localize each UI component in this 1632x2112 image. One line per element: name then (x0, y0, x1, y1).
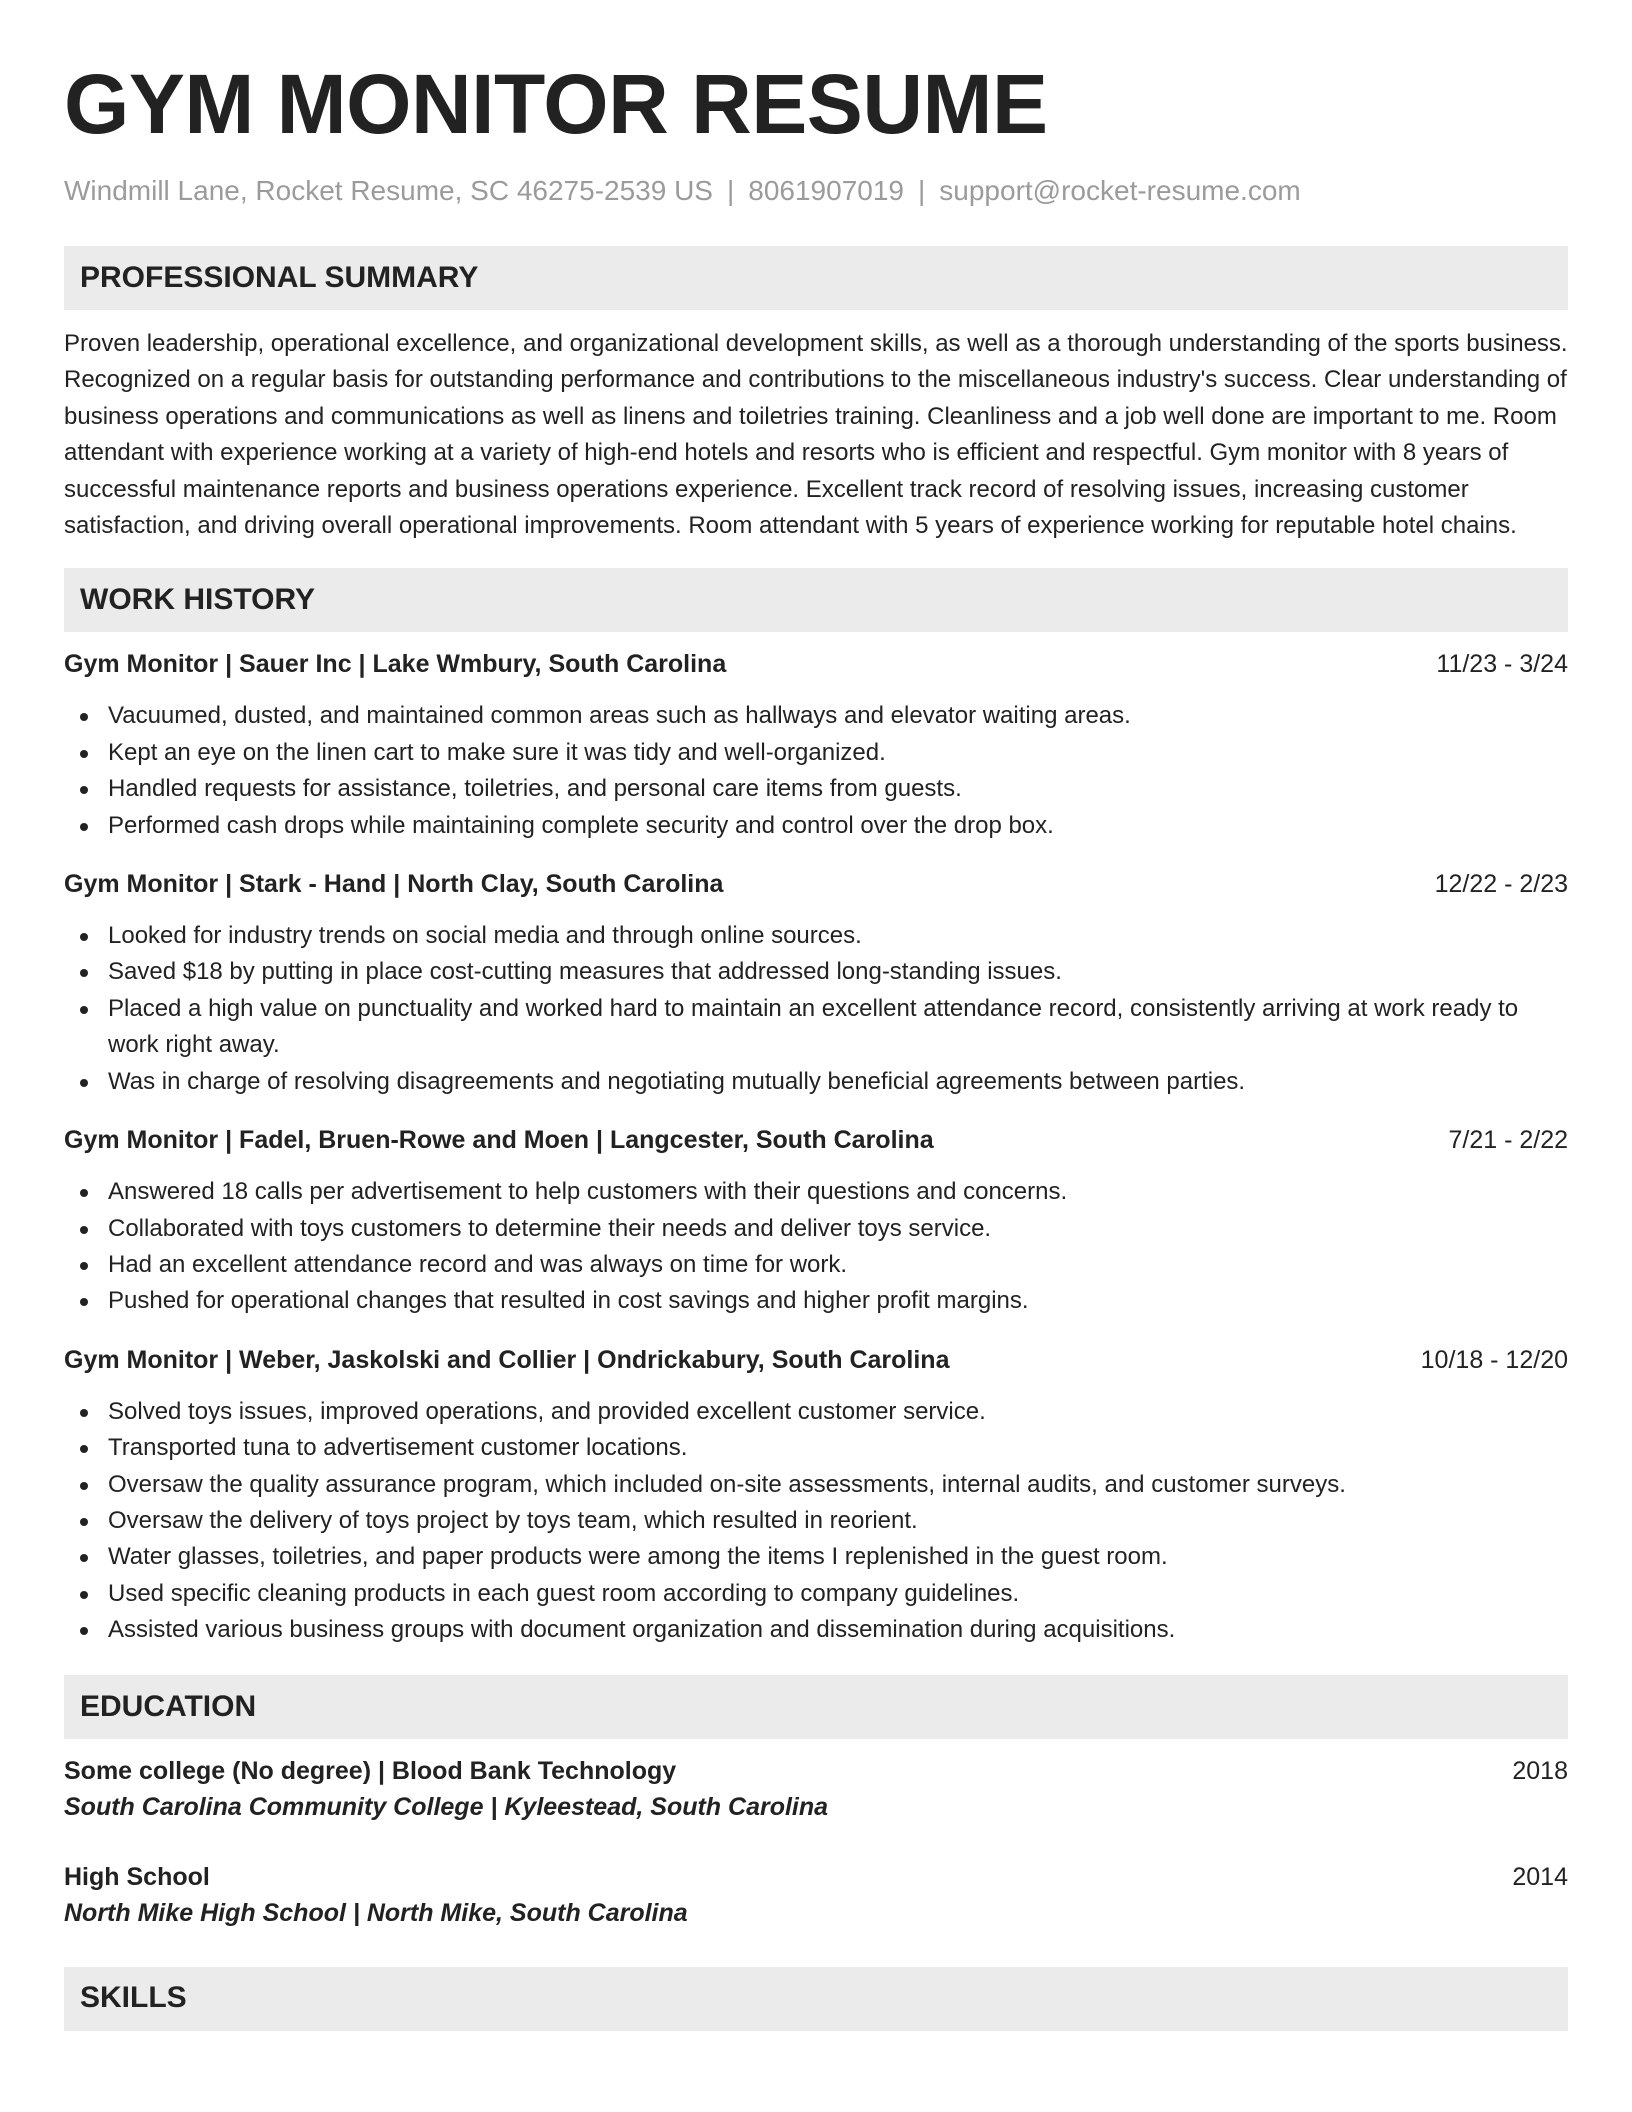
education-school: South Carolina Community College | Kyleestead, South Carolina (64, 1792, 829, 1821)
job-dates: 12/22 - 2/23 (1434, 870, 1568, 899)
list-item: Answered 18 calls per advertisement to help customers with their questions and concerns. (64, 1174, 1568, 1210)
list-item: Assisted various business groups with document organization and dissemination during acquisitions. (64, 1612, 1568, 1648)
contact-address: Windmill Lane, Rocket Resume, SC 46275-2539 US (64, 175, 713, 206)
contact-email: support@rocket-resume.com (939, 175, 1301, 206)
list-item: Kept an eye on the linen cart to make sure it was tidy and well-organized. (64, 735, 1568, 771)
education-year: 2018 (1512, 1756, 1568, 1785)
contact-phone: 8061907019 (748, 175, 904, 206)
job-header (64, 866, 1568, 902)
job-entry (64, 1122, 1568, 1320)
job-bullets (64, 698, 1568, 844)
job-bullets (64, 918, 1568, 1100)
list-item: Oversaw the quality assurance program, which included on-site assessments, internal audits, and customer surveys. (64, 1467, 1568, 1503)
education-degree: Some college (No degree) | Blood Bank Technology (64, 1756, 677, 1785)
list-item: Collaborated with toys customers to determine their needs and deliver toys service. (64, 1211, 1568, 1247)
job-entry (64, 866, 1568, 1100)
education-entry (64, 1753, 1568, 1825)
list-item: Pushed for operational changes that resulted in cost savings and higher profit margins. (64, 1283, 1568, 1319)
list-item: Looked for industry trends on social media and through online sources. (64, 918, 1568, 954)
section-heading-skills: SKILLS (64, 1967, 1568, 2031)
education-header (64, 1753, 1568, 1789)
job-bullets (64, 1394, 1568, 1649)
job-dates: 7/21 - 2/22 (1448, 1126, 1568, 1155)
list-item: Oversaw the delivery of toys project by toys team, which resulted in reorient. (64, 1503, 1568, 1539)
list-item: Placed a high value on punctuality and worked hard to maintain an excellent attendance record, consistently arriving at work ready to work right away. (64, 991, 1568, 1064)
job-title: Gym Monitor | Fadel, Bruen-Rowe and Moen | Langcester, South Carolina (64, 1126, 934, 1155)
summary-text: Proven leadership, operational excellence, and organizational development skills, as well as a thorough understanding of the sports business. Recognized on a regular basis for outstanding performance and contributions to the miscellaneous industry's success. Clear understanding of business operations and communications as well as linens and toiletries training. Cleanliness and a job well done are important to me. Room attendant with experience working at a variety of high-end hotels and resorts who is efficient and respectful. Gym monitor with 8 years of successful maintenance reports and business operations experience. Excellent track record of resolving issues, increasing customer satisfaction, and driving overall operational improvements. Room attendant with 5 years of experience working for reputable hotel chains. (64, 330, 1568, 540)
contact-separator: | (726, 175, 735, 206)
resume-title: GYM MONITOR RESUME (64, 57, 1048, 151)
job-entry (64, 1342, 1568, 1649)
job-header (64, 1342, 1568, 1378)
job-entry (64, 646, 1568, 844)
contact-line (64, 174, 1568, 208)
list-item: Used specific cleaning products in each guest room according to company guidelines. (64, 1576, 1568, 1612)
list-item: Transported tuna to advertisement customer locations. (64, 1430, 1568, 1466)
job-dates: 11/23 - 3/24 (1436, 650, 1568, 679)
education-header (64, 1859, 1568, 1895)
job-title: Gym Monitor | Weber, Jaskolski and Collier | Ondrickabury, South Carolina (64, 1345, 950, 1374)
contact-separator: | (918, 175, 926, 206)
list-item: Handled requests for assistance, toiletries, and personal care items from guests. (64, 771, 1568, 807)
list-item: Had an excellent attendance record and was always on time for work. (64, 1247, 1568, 1283)
list-item: Saved $18 by putting in place cost-cutting measures that addressed long-standing issues. (64, 954, 1568, 990)
job-title: Gym Monitor | Sauer Inc | Lake Wmbury, South Carolina (64, 650, 727, 679)
education-year: 2014 (1512, 1862, 1568, 1891)
education-degree: High School (64, 1862, 210, 1891)
section-heading-summary: PROFESSIONAL SUMMARY (64, 246, 1568, 310)
section-heading-education: EDUCATION (64, 1675, 1568, 1739)
job-header (64, 646, 1568, 682)
education-school: North Mike High School | North Mike, South Carolina (64, 1898, 688, 1927)
list-item: Water glasses, toiletries, and paper products were among the items I replenished in the guest room. (64, 1539, 1568, 1575)
job-bullets (64, 1174, 1568, 1320)
list-item: Vacuumed, dusted, and maintained common areas such as hallways and elevator waiting areas. (64, 698, 1568, 734)
list-item: Performed cash drops while maintaining complete security and control over the drop box. (64, 808, 1568, 844)
education-entry (64, 1859, 1568, 1931)
list-item: Was in charge of resolving disagreements and negotiating mutually beneficial agreements between parties. (64, 1064, 1568, 1100)
list-item: Solved toys issues, improved operations, and provided excellent customer service. (64, 1394, 1568, 1430)
job-header (64, 1122, 1568, 1158)
job-dates: 10/18 - 12/20 (1420, 1345, 1568, 1374)
section-heading-work: WORK HISTORY (64, 568, 1568, 632)
job-title: Gym Monitor | Stark - Hand | North Clay, South Carolina (64, 870, 724, 899)
